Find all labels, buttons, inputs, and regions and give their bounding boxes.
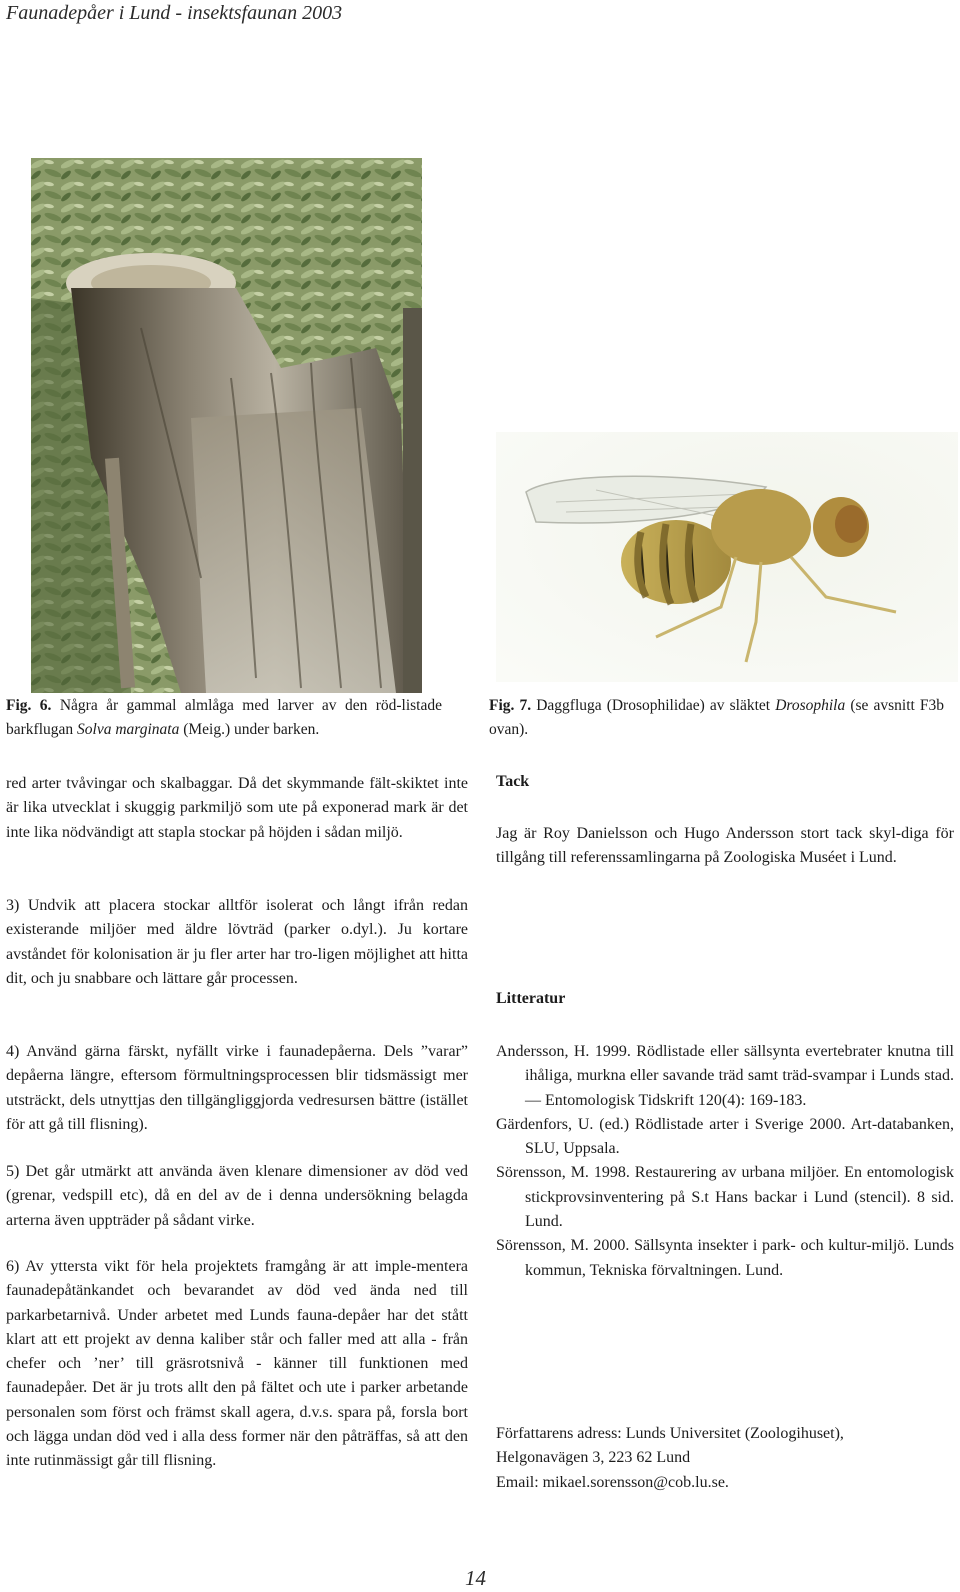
reference-item: Andersson, H. 1999. Rödlistade eller sällsynta evertebrater knutna till ihåliga, murkna eller savande träd samt träd-svampar i Lunds stad. — Entomologisk Tidskrift 120(4): 169-183. <box>496 1043 954 1109</box>
reference-item: Gärdenfors, U. (ed.) Rödlistade arter i Sverige 2000. Art-databanken, SLU, Uppsala. <box>496 1115 954 1158</box>
left-paragraph-6: 6) Av yttersta vikt för hela projektets framgång är att imple-mentera faunadepåtänkandet och bevarandet av död ved ända ned till parkarbetarnivå. Under arbetet med Lunds fauna-depåer har det stått klart att ett projekt av denna kaliber står och faller med att alla - från chefer och ’ner’ till gräsrotsnivå - känner till funktionen med faunadepåer. Det är ju trots allt den på fältet och ute i parker arbetande personalen som först och främst skall agera, d.v.s. spara på, forsla bort och lägga undan död ved i alla dess former när den påträffas, så att den inte rutinmässigt går till flisning. <box>6 1258 468 1470</box>
left-paragraph-3: 3) Undvik att placera stockar alltför isolerat och långt ifrån redan existerande miljöer med äldre lövträd (parker o.dyl.). Ju kortare avståndet för kolonisation är ju fler arter har tro-ligen möjlighet att hitta dit, och ju snabbare och lättare går processen. <box>6 897 468 987</box>
author-address <box>496 1422 954 1495</box>
reference-item: Sörensson, M. 1998. Restaurering av urbana miljöer. En entomologisk stickprovsinventering på S.t Hans backar i Lund (stencil). 8 sid. Lund. <box>496 1164 954 1231</box>
left-paragraph-1: red arter tvåvingar och skalbaggar. Då det skymmande fält-skiktet inte är lika utvecklat i skuggig parkmiljö som ute på exponerad mark är det inte lika nödvändigt att stapla stockar på höjden i sådan miljö. <box>6 775 468 841</box>
drosophila-illustration <box>496 432 958 682</box>
fig6-species: Solva marginata <box>77 721 180 738</box>
fig6-text: Några år gammal almlåga med larver av den röd-listade barkflugan <box>6 697 443 738</box>
stump-photo <box>31 158 422 693</box>
left-paragraph-4: 4) Använd gärna färskt, nyfällt virke i faunadepåerna. Dels ”varar” depåerna längre, eftersom förmultningsprocessen blir tidsmässigt mer utsträckt, dels utnyttjas den tillgängliggjorda vedresursen bättre (istället för att gå till flisning). <box>6 1043 468 1133</box>
fig7-text-end: (se avsnitt F3b ovan). <box>489 697 945 738</box>
reference-item: Sörensson, M. 2000. Sällsynta insekter i park- och kultur-miljö. Lunds kommun, Tekniska förvaltningen. Lund. <box>496 1237 954 1279</box>
tack-heading: Tack <box>496 773 530 790</box>
email-line: Email: mikael.sorensson@cob.lu.se. <box>496 1473 729 1491</box>
literature-heading: Litteratur <box>496 990 566 1007</box>
fig7-genus: Drosophila <box>775 697 846 714</box>
page-number: 14 <box>465 1566 486 1590</box>
address-line-1: Författarens adress: Lunds Universitet (Zoologihuset), <box>496 1425 844 1442</box>
fig6-label: Fig. 6. <box>6 697 52 714</box>
running-header: Faunadepåer i Lund - insektsfaunan 2003 <box>6 2 343 24</box>
fig7-caption <box>489 694 944 742</box>
left-paragraph-5: 5) Det går utmärkt att använda även klenare dimensioner av död ved (grenar, vedspill etc), då en del av de i denna undersökning belagda arterna även uppträder på sådant virke. <box>6 1163 468 1229</box>
fig7-label: Fig. 7. <box>489 697 532 714</box>
address-line-2: Helgonavägen 3, 223 62 Lund <box>496 1449 691 1467</box>
fig6-text-end: (Meig.) under barken. <box>179 721 320 738</box>
fig6-caption <box>6 694 442 742</box>
reference-list <box>496 1040 954 1283</box>
fig7-text: Daggfluga (Drosophilidae) av släktet <box>536 697 776 714</box>
tack-paragraph: Jag är Roy Danielsson och Hugo Andersson stort tack skyl-diga för tillgång till referenssamlingarna på Zoologiska Muséet i Lund. <box>496 825 954 867</box>
